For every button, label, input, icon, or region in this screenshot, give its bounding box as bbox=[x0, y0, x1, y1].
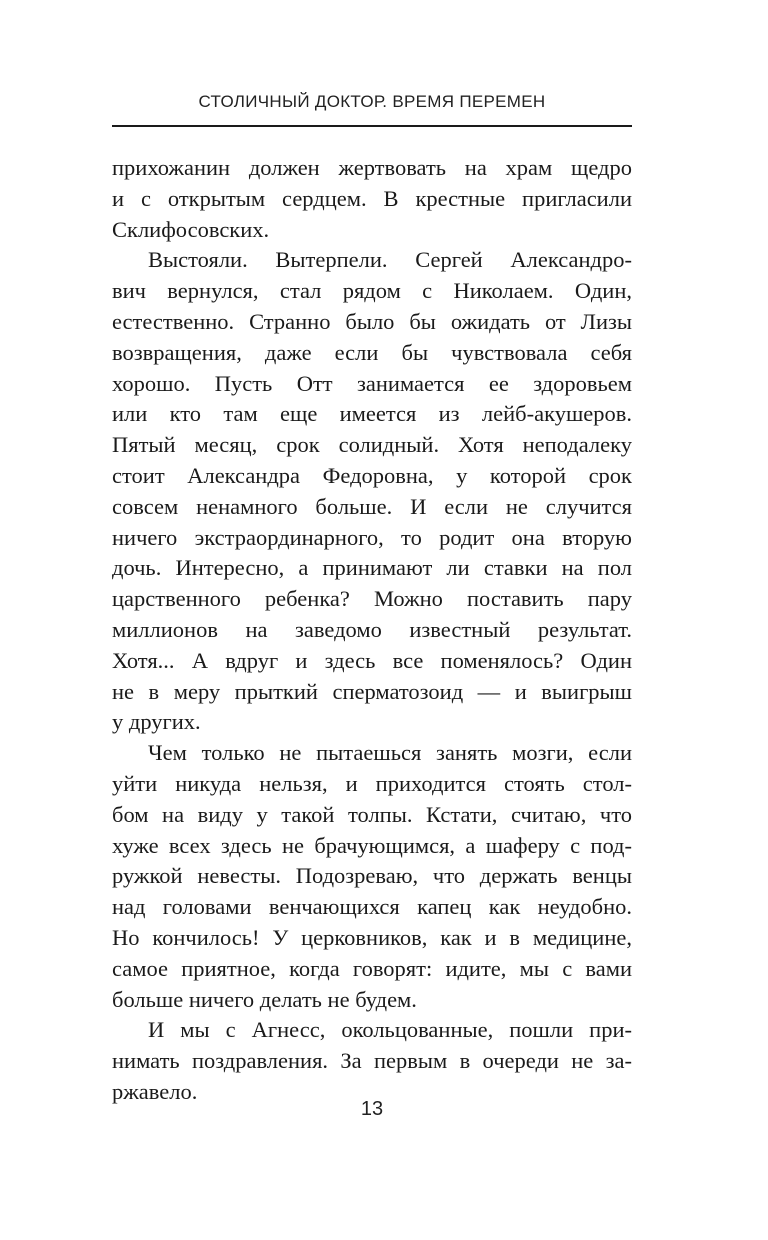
text-line: или кто там еще имеется из лейб-акушеров. bbox=[112, 401, 632, 427]
text-line: уйти никуда нельзя, и приходится стоять стол- bbox=[112, 770, 632, 796]
text-line: И мы с Агнесс, окольцованные, пошли при- bbox=[148, 1017, 632, 1043]
text-line: совсем ненамного больше. И если не случится bbox=[112, 493, 632, 519]
text-line: прихожанин должен жертвовать на храм щедро bbox=[112, 155, 632, 180]
text-line: Выстояли. Вытерпели. Сергей Александро- bbox=[148, 247, 632, 273]
text-line: хорошо. Пусть Отт занимается ее здоровьем bbox=[112, 370, 632, 396]
text-line: Но кончилось! У церковников, как и в медицине, bbox=[112, 924, 632, 950]
text-line: нимать поздравления. За первым в очереди не за- bbox=[112, 1048, 632, 1074]
text-line: возвращения, даже если бы чувствовала себя bbox=[112, 339, 632, 365]
text-line: Хотя... А вдруг и здесь все поменялось? Один bbox=[112, 647, 632, 673]
text-line: вич вернулся, стал рядом с Николаем. Один, bbox=[112, 278, 632, 304]
text-line: ржавело. bbox=[112, 1078, 198, 1104]
text-line: стоит Александра Федоровна, у которой срок bbox=[112, 462, 632, 488]
paragraph-4 bbox=[112, 1015, 632, 1107]
text-line: у других. bbox=[112, 709, 201, 735]
text-line: ничего экстраординарного, то родит она вторую bbox=[112, 524, 632, 550]
text-line: не в меру прыткий сперматозоид — и выигрыш bbox=[112, 678, 632, 704]
text-line: больше ничего делать не будем. bbox=[112, 986, 417, 1012]
text-line: Склифосовских. bbox=[112, 216, 270, 242]
page-number: 13 bbox=[360, 1098, 384, 1120]
text-line: естественно. Странно было бы ожидать от Лизы bbox=[112, 308, 632, 334]
paragraph-2 bbox=[112, 245, 632, 738]
text-line: царственного ребенка? Можно поставить пару bbox=[112, 586, 632, 612]
text-line: дочь. Интересно, а принимают ли ставки на пол bbox=[112, 555, 632, 581]
text-line: бом на виду у такой толпы. Кстати, считаю, что bbox=[112, 801, 632, 827]
text-line: хуже всех здесь не брачующимся, а шаферу с под- bbox=[112, 832, 632, 858]
body-text bbox=[112, 153, 632, 1108]
text-line: ружкой невесты. Подозреваю, что держать венцы bbox=[112, 863, 632, 889]
paragraph-3 bbox=[112, 738, 632, 1015]
text-line: Чем только не пытаешься занять мозги, если bbox=[148, 740, 632, 766]
text-line: самое приятное, когда говорят: идите, мы с вами bbox=[112, 955, 632, 981]
header-rule bbox=[112, 125, 632, 127]
text-line: Пятый месяц, срок солидный. Хотя неподалеку bbox=[112, 432, 632, 458]
text-line: миллионов на заведомо известный результат. bbox=[112, 616, 632, 642]
text-line: над головами венчающихся капец как неудобно. bbox=[112, 894, 632, 920]
text-line: и с открытым сердцем. В крестные пригласили bbox=[112, 185, 632, 211]
paragraph-1 bbox=[112, 153, 632, 245]
running-title: СТОЛИЧНЫЙ ДОКТОР. ВРЕМЯ ПЕРЕМЕН bbox=[198, 92, 546, 111]
